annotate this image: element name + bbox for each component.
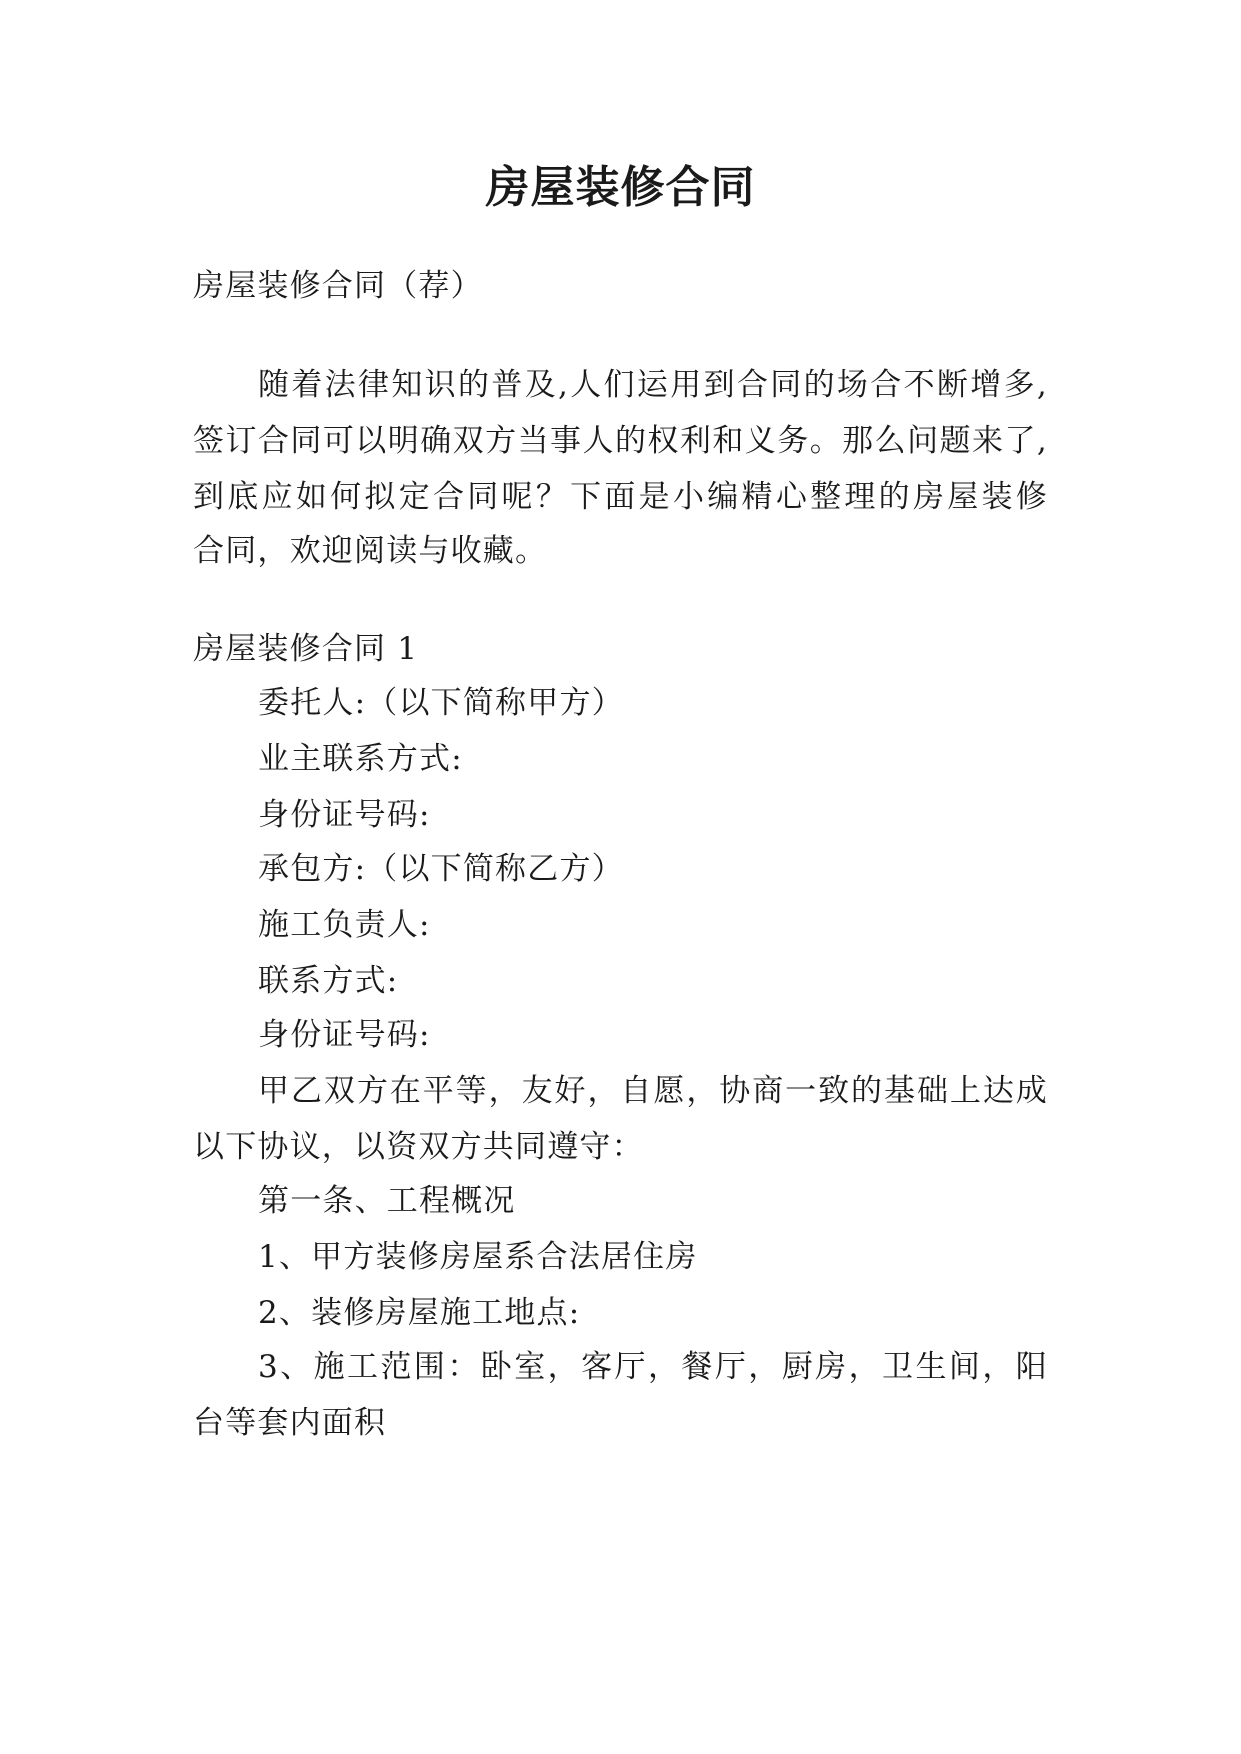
intro-line-2: 签订合同可以明确双方当事人的权利和义务。那么问题来了, xyxy=(193,423,1048,459)
article1-item-1: 1、甲方装修房屋系合法居住房 xyxy=(258,1239,698,1275)
party-contractor-contact: 联系方式: xyxy=(258,963,399,999)
party-owner-contact: 业主联系方式: xyxy=(258,741,463,777)
document-subtitle: 房屋装修合同（荐） xyxy=(193,268,483,304)
party-client: 委托人:（以下简称甲方） xyxy=(258,685,624,721)
party-contractor-id: 身份证号码: xyxy=(258,1017,431,1053)
article1-heading: 第一条、工程概况 xyxy=(258,1183,516,1219)
article1-item-3-line-1: 3、施工范围：卧室，客厅，餐厅，厨房，卫生间，阳 xyxy=(258,1349,1048,1385)
intro-line-4: 合同，欢迎阅读与收藏。 xyxy=(193,533,548,569)
document-title: 房屋装修合同 xyxy=(485,162,756,213)
party-owner-id: 身份证号码: xyxy=(258,797,431,833)
agreement-line-1: 甲乙双方在平等，友好，自愿，协商一致的基础上达成 xyxy=(258,1073,1048,1109)
agreement-line-2: 以下协议，以资双方共同遵守： xyxy=(193,1129,644,1165)
party-contractor: 承包方:（以下简称乙方） xyxy=(258,851,624,887)
article1-item-3-line-2: 台等套内面积 xyxy=(193,1405,387,1441)
article1-item-2: 2、装修房屋施工地点: xyxy=(258,1295,581,1331)
intro-line-3: 到底应如何拟定合同呢？下面是小编精心整理的房屋装修 xyxy=(193,479,1048,515)
section-title: 房屋装修合同 1 xyxy=(193,631,419,667)
party-site-manager: 施工负责人: xyxy=(258,907,431,943)
intro-line-1: 随着法律知识的普及,人们运用到合同的场合不断增多, xyxy=(258,367,1048,403)
